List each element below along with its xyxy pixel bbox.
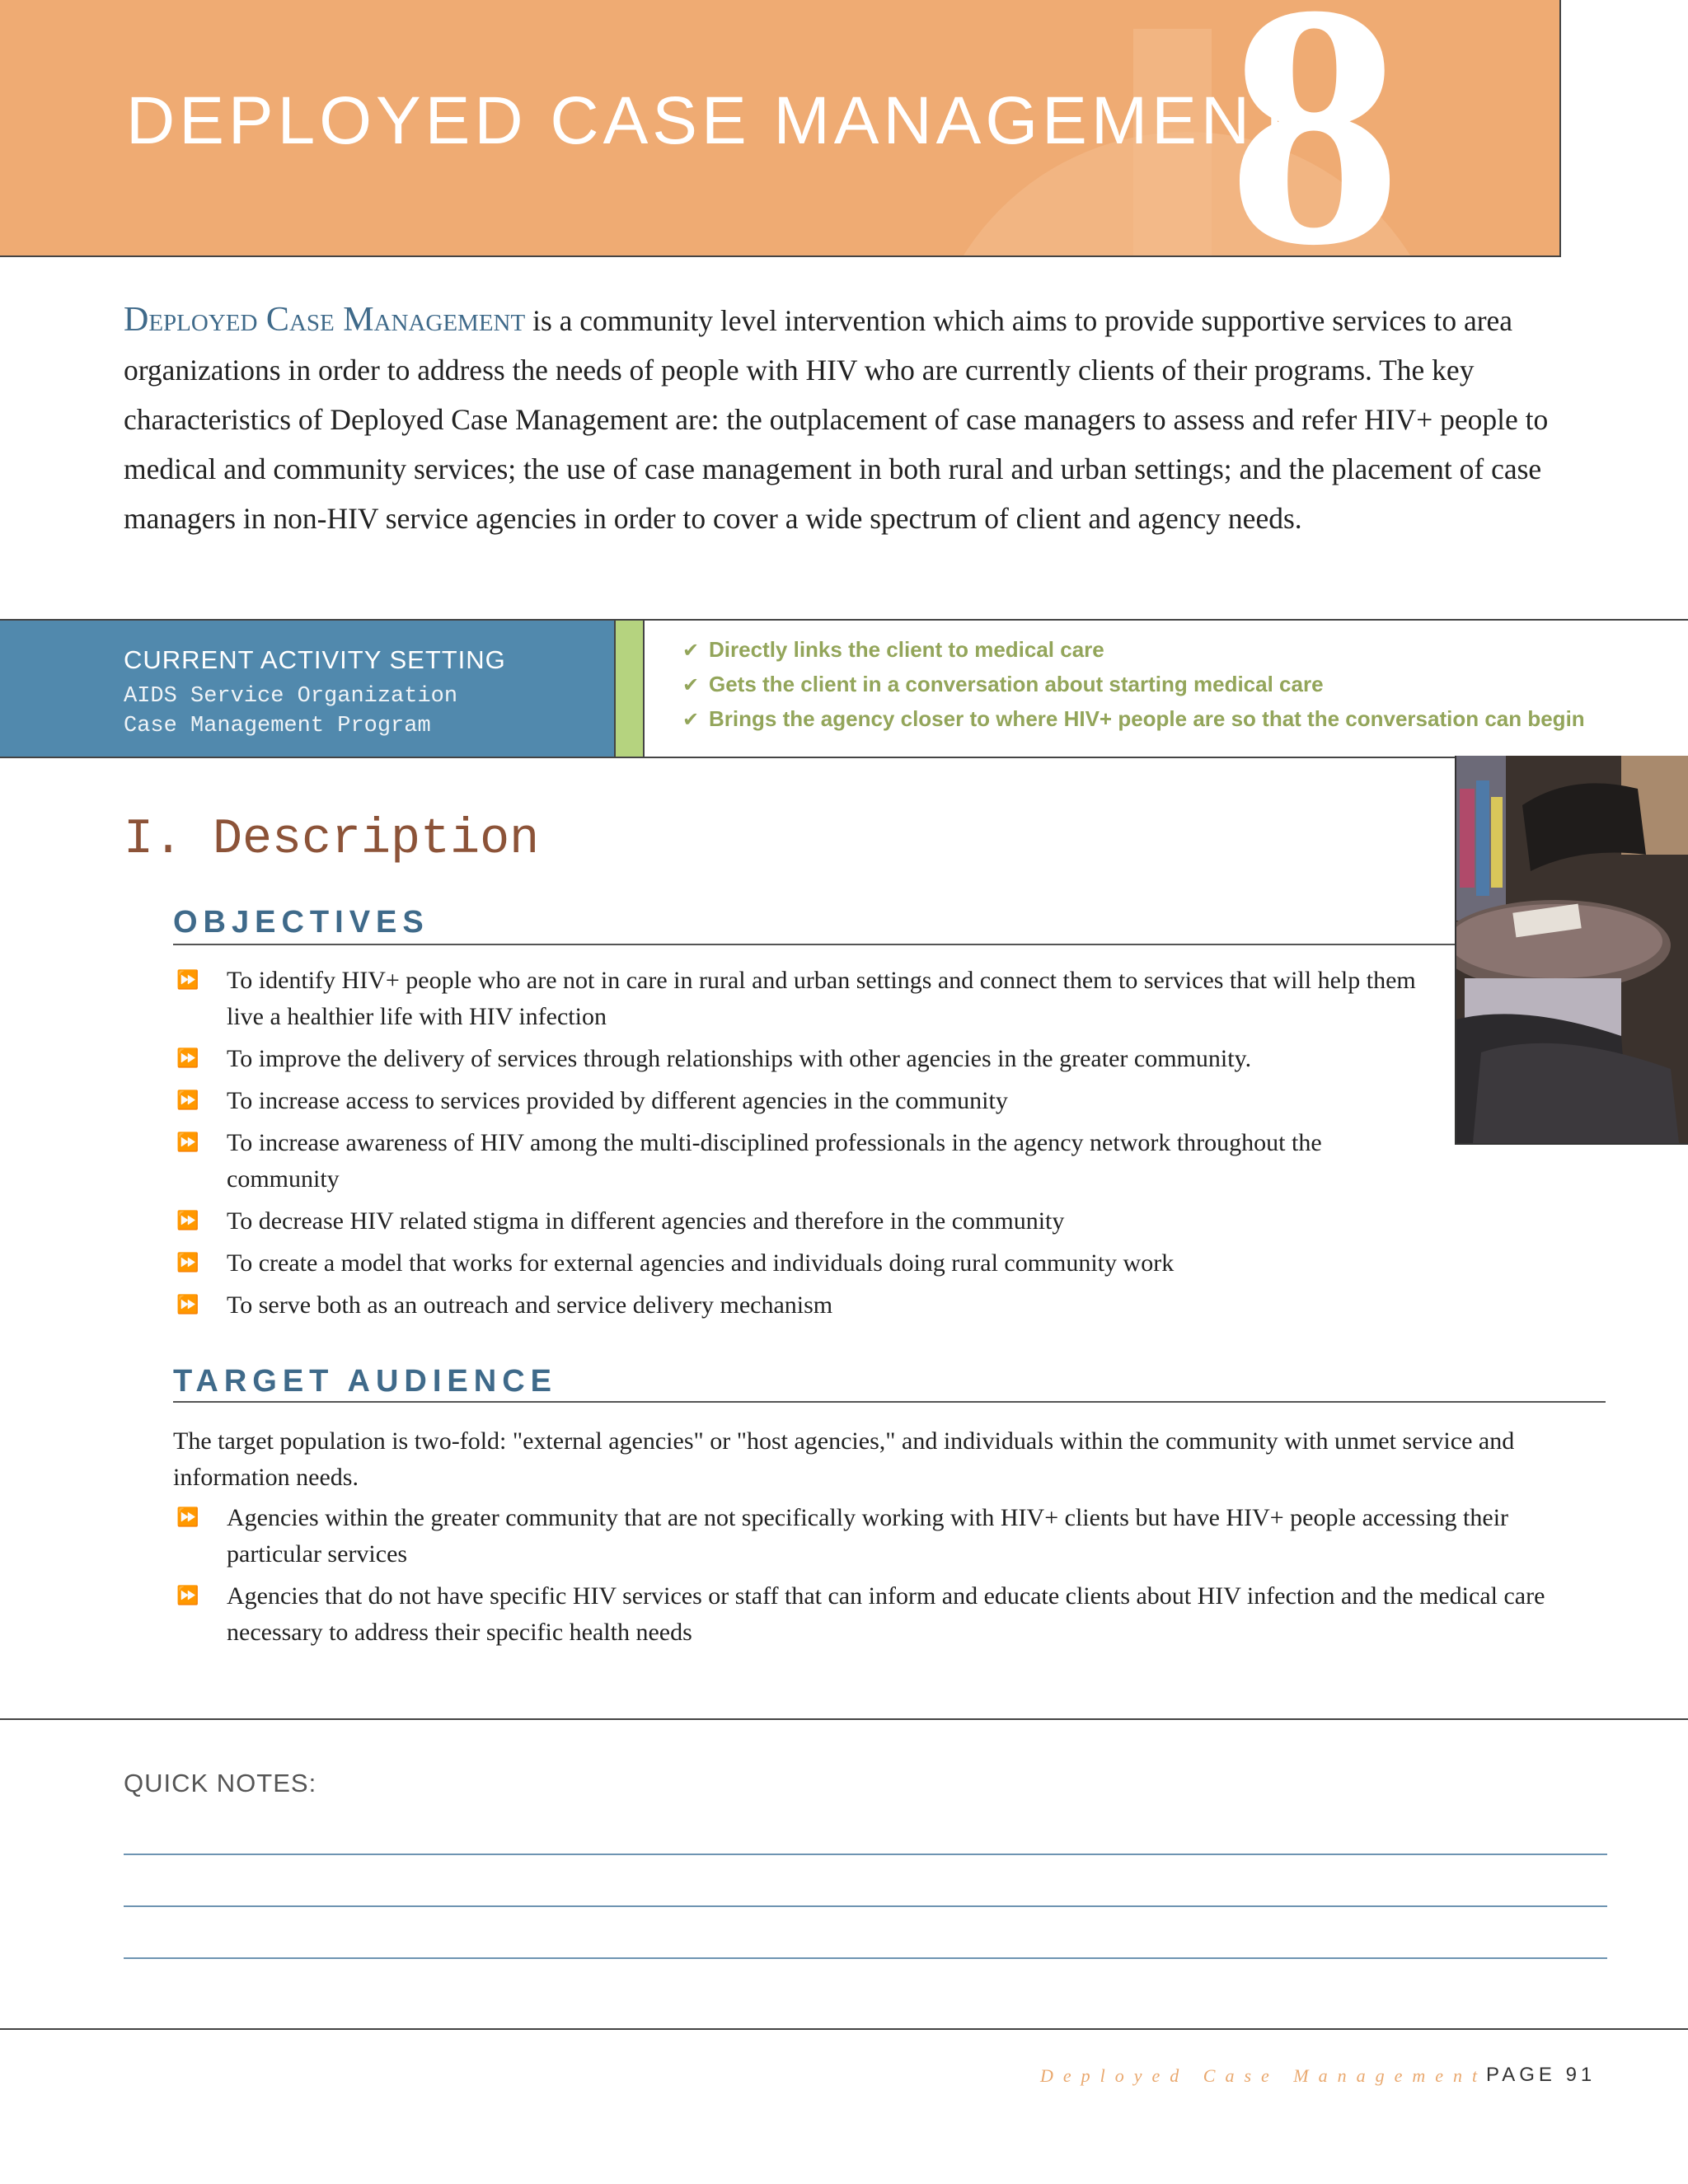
checkmark-icon: ✔ bbox=[682, 640, 700, 662]
activity-setting-line: Case Management Program bbox=[124, 714, 431, 738]
target-item bbox=[173, 1578, 1607, 1651]
activity-setting-strip bbox=[0, 619, 1688, 758]
benefit-item bbox=[682, 672, 1585, 706]
footer-divider bbox=[0, 2028, 1688, 2030]
activity-setting-line: AIDS Service Organization bbox=[124, 684, 458, 709]
double-arrow-icon: ⏩ bbox=[176, 1211, 199, 1231]
objective-text: To improve the delivery of services through relationships with other agencies in the greater community. bbox=[227, 1045, 1252, 1072]
benefits-list bbox=[682, 637, 1585, 741]
intro-paragraph bbox=[124, 295, 1558, 543]
chapter-banner bbox=[0, 0, 1561, 257]
intro-text: is a community level intervention which aims to provide supportive services to area organizations in order to address the needs of people with HIV who are currently clients of their programs. The key characteristics of Deployed Case Management are: the outplacement of case managers to assess and refer HIV+ people to medical and community services; the use of case management in both rural and urban settings; and the placement of case managers in non-HIV service agencies in order to cover a wide spectrum of client and agency needs. bbox=[124, 304, 1549, 535]
chapter-number: 8 bbox=[1228, 0, 1401, 257]
objectives-rule bbox=[173, 944, 1455, 945]
activity-setting-accent bbox=[616, 621, 645, 757]
target-item bbox=[173, 1500, 1607, 1572]
section-title: I. Description bbox=[124, 812, 540, 868]
activity-setting-title: CURRENT ACTIVITY SETTING bbox=[124, 645, 506, 674]
waiting-room-illustration bbox=[1456, 756, 1688, 1143]
note-line bbox=[124, 1854, 1607, 1855]
target-audience-list bbox=[173, 1500, 1607, 1657]
double-arrow-icon: ⏩ bbox=[176, 970, 199, 991]
target-audience-intro: The target population is two-fold: "external agencies" or "host agencies," and individuals within the community with unmet service and information needs. bbox=[173, 1427, 1515, 1491]
chapter-title: DEPLOYED CASE MANAGEMENT bbox=[126, 83, 1300, 158]
notes-divider bbox=[0, 1718, 1688, 1720]
double-arrow-icon: ⏩ bbox=[176, 1507, 199, 1528]
footer-running-title: Deployed Case Management bbox=[1040, 2065, 1488, 2086]
page-number: PAGE 91 bbox=[1486, 2064, 1597, 2086]
benefit-text: Directly links the client to medical care bbox=[709, 637, 1104, 662]
benefit-text: Gets the client in a conversation about starting medical care bbox=[709, 672, 1324, 696]
objective-item bbox=[173, 963, 1426, 1035]
intro-lead-term: Deployed Case Management bbox=[124, 301, 526, 339]
objective-text: To increase access to services provided by different agencies in the community bbox=[227, 1087, 1008, 1114]
objective-text: To serve both as an outreach and service delivery mechanism bbox=[227, 1291, 833, 1319]
objective-item bbox=[173, 1125, 1426, 1197]
objective-item bbox=[173, 1041, 1426, 1077]
target-audience-heading: TARGET AUDIENCE bbox=[173, 1364, 557, 1399]
objectives-heading: OBJECTIVES bbox=[173, 905, 429, 940]
target-audience-rule bbox=[173, 1401, 1606, 1403]
waiting-room-photo bbox=[1455, 756, 1688, 1145]
double-arrow-icon: ⏩ bbox=[176, 1090, 199, 1111]
objective-text: To create a model that works for external agencies and individuals doing rural community work bbox=[227, 1249, 1175, 1277]
benefit-item bbox=[682, 637, 1585, 672]
checkmark-icon: ✔ bbox=[682, 709, 700, 731]
double-arrow-icon: ⏩ bbox=[176, 1295, 199, 1315]
objective-item bbox=[173, 1083, 1426, 1119]
note-line bbox=[124, 1957, 1607, 1959]
target-text: Agencies within the greater community that are not specifically working with HIV+ clients but have HIV+ people accessing their particular services bbox=[227, 1504, 1509, 1568]
objective-item bbox=[173, 1287, 1426, 1324]
activity-setting-panel bbox=[0, 621, 616, 757]
objective-text: To identify HIV+ people who are not in care in rural and urban settings and connect them to services that will help them live a healthier life with HIV infection bbox=[227, 967, 1416, 1030]
objective-item bbox=[173, 1245, 1426, 1282]
double-arrow-icon: ⏩ bbox=[176, 1132, 199, 1153]
checkmark-icon: ✔ bbox=[682, 674, 700, 696]
benefit-item bbox=[682, 706, 1585, 741]
quick-notes-label: QUICK NOTES: bbox=[124, 1769, 317, 1797]
target-text: Agencies that do not have specific HIV services or staff that can inform and educate clients about HIV infection and the medical care necessary to address their specific health needs bbox=[227, 1582, 1545, 1646]
objective-item bbox=[173, 1203, 1426, 1240]
objective-text: To increase awareness of HIV among the multi-disciplined professionals in the agency network throughout the community bbox=[227, 1129, 1322, 1193]
double-arrow-icon: ⏩ bbox=[176, 1048, 199, 1069]
double-arrow-icon: ⏩ bbox=[176, 1253, 199, 1273]
benefit-text: Brings the agency closer to where HIV+ people are so that the conversation can begin bbox=[709, 706, 1585, 731]
note-line bbox=[124, 1905, 1607, 1907]
objective-text: To decrease HIV related stigma in different agencies and therefore in the community bbox=[227, 1207, 1065, 1235]
double-arrow-icon: ⏩ bbox=[176, 1586, 199, 1606]
objectives-list bbox=[173, 963, 1426, 1329]
